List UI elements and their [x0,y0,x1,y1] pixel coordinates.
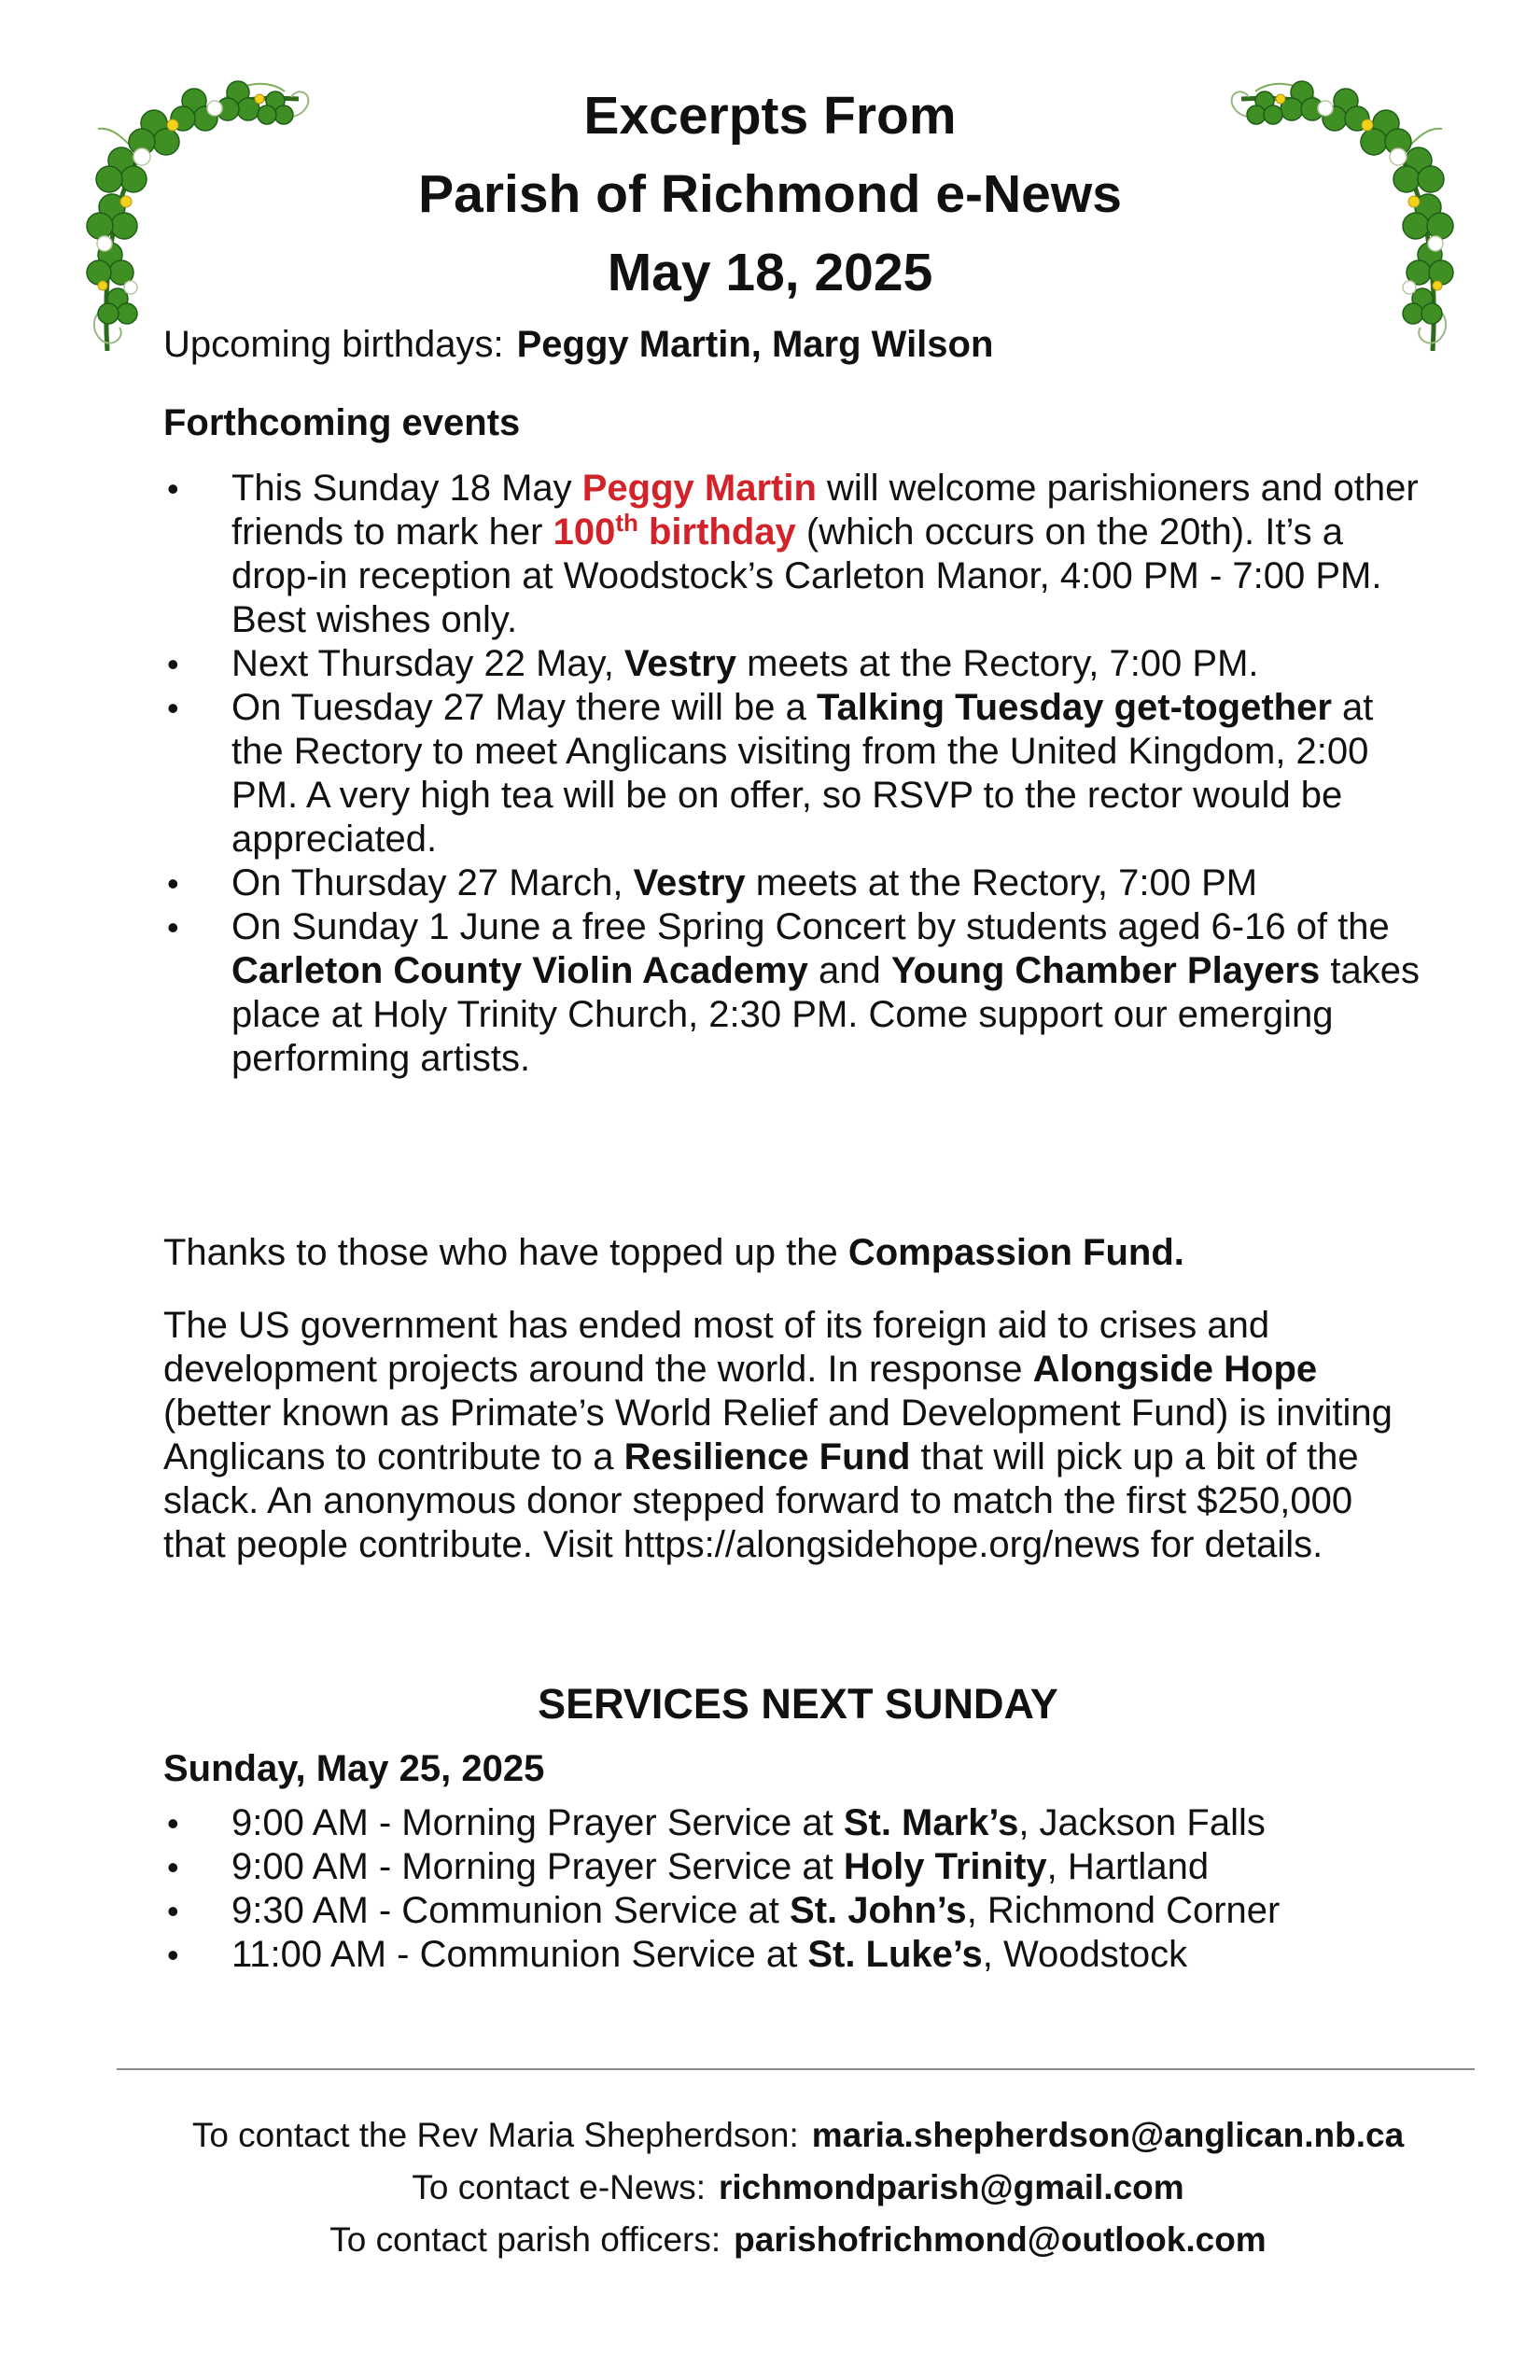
compassion-fund: Compassion Fund. [847,1232,1184,1273]
event-item [163,686,1423,861]
event-item [163,642,1423,686]
newsletter-title [0,77,1540,312]
service-item [163,1889,1423,1933]
contact-label: To contact the Rev Maria Shepherdson: [191,2116,799,2154]
section-divider [117,2068,1475,2070]
contact-label: To contact e-News: [412,2168,706,2206]
service-item [163,1933,1423,1977]
event-highlight: Talking Tuesday get-together [817,687,1332,728]
parish-officers-email-link[interactable]: parishofrichmond@outlook.com [734,2220,1267,2259]
church-name: Holy Trinity [843,1846,1047,1887]
event-text: Next Thursday 22 May, [231,643,624,684]
title-line-2: Parish of Richmond e-News [418,164,1122,224]
service-time: 9:00 AM - Morning Prayer Service at [231,1802,844,1843]
event-text: On Sunday 1 June a free Spring Concert by students aged 6-16 of the [231,906,1390,947]
events-list [163,467,1423,1081]
service-place: , Jackson Falls [1018,1802,1266,1843]
event-item [163,467,1423,642]
event-highlight: Young Chamber Players [890,950,1321,991]
contact-label: To contact parish officers: [329,2220,721,2259]
ordinal-suffix: th [615,509,638,537]
services-list [163,1801,1423,1977]
event-text: takes place at Holy Trinity Church, 2:30 PM. Come support our emerging performing artists. [231,950,1420,1079]
event-text: meets at the Rectory, 7:00 PM. [736,643,1259,684]
event-item [163,905,1423,1081]
event-highlight: Vestry [633,862,746,903]
service-place: , Woodstock [982,1934,1188,1975]
thanks-paragraph [163,1231,1423,1275]
contact-line [0,2214,1540,2266]
contact-line [0,2109,1540,2162]
event-text: On Thursday 27 March, [231,862,634,903]
title-line-1: Excerpts From [583,86,957,146]
service-place: , Hartland [1046,1846,1210,1887]
event-text: This Sunday 18 May [231,468,582,509]
birthdays-line [163,323,1423,367]
title-line-3: May 18, 2025 [607,243,933,302]
service-item [163,1845,1423,1889]
services-date: Sunday, May 25, 2025 [163,1748,545,1789]
event-text: On Tuesday 27 May there will be a [231,687,817,728]
event-text: at the Rectory to meet Anglicans visiting from the United Kingdom, 2:00 PM. A very high tea will be on offer, so RSVP to the rector would be appreciated. [231,687,1374,860]
service-time: 9:00 AM - Morning Prayer Service at [231,1846,844,1887]
resilience-fund: Resilience Fund [623,1436,911,1477]
contact-line [0,2162,1540,2214]
birthday-names: Peggy Martin, Marg Wilson [516,324,994,365]
event-text: and [807,950,891,991]
service-time: 11:00 AM - Communion Service at [231,1934,808,1975]
event-text: meets at the Rectory, 7:00 PM [745,862,1258,903]
church-name: St. Luke’s [807,1934,983,1975]
event-text: will welcome parishioners and other friends to mark her [231,468,1419,553]
thanks-text: Thanks to those who have topped up the [163,1232,848,1273]
paragraph-text: The US government has ended most of its foreign aid to crises and development projects around the world. In response [163,1305,1270,1390]
alongside-hope-paragraph [163,1304,1423,1567]
paragraph-text: (better known as Primate’s World Relief and Development Fund) is inviting Anglicans to contribute to a [163,1393,1393,1477]
birthday-age: 100 [553,511,616,553]
contacts-block [0,2109,1540,2266]
church-name: St. John’s [790,1890,967,1931]
birthday-word: birthday [637,511,796,553]
event-highlight: Carleton County Violin Academy [231,950,808,991]
services-heading: SERVICES NEXT SUNDAY [538,1680,1058,1728]
paragraph-text: that will pick up a bit of the slack. An anonymous donor stepped forward to match the first $250,000 that people contribute. Visit https://alongsidehope.org/news for details. [163,1436,1359,1565]
service-item [163,1801,1423,1845]
celebrant-name: Peggy Martin [581,468,817,509]
events-heading: Forthcoming events [163,402,521,443]
event-highlight: Vestry [623,643,737,684]
enews-email-link[interactable]: richmondparish@gmail.com [718,2168,1184,2206]
church-name: St. Mark’s [843,1802,1019,1843]
event-item [163,861,1423,905]
rector-email-link[interactable]: maria.shepherdson@anglican.nb.ca [811,2116,1405,2154]
service-time: 9:30 AM - Communion Service at [231,1890,791,1931]
birthdays-label: Upcoming birthdays: [163,324,504,365]
service-place: , Richmond Corner [966,1890,1281,1931]
event-text: (which occurs on the 20th). It’s a drop-in reception at Woodstock’s Carleton Manor, 4:00 PM - 7:00 PM. Best wishes only. [231,511,1382,640]
alongside-hope: Alongside Hope [1032,1349,1318,1390]
